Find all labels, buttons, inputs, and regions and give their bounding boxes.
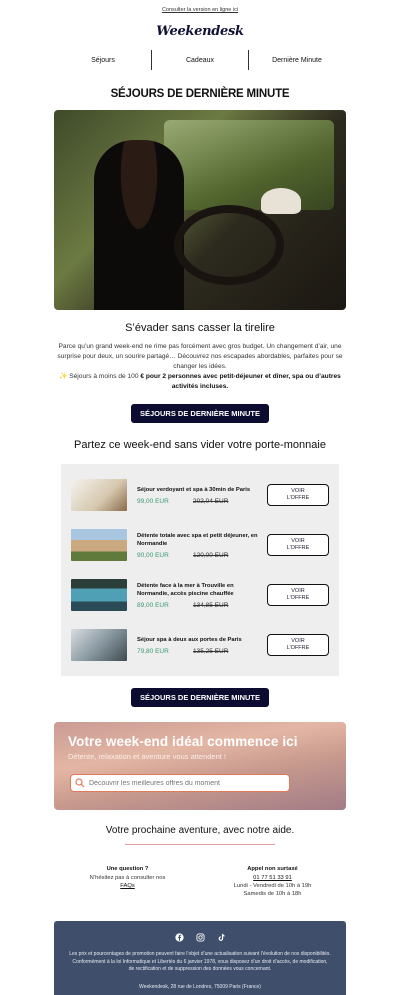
deal-price: 99,00 EUR xyxy=(137,497,169,505)
faq-text: N’hésitez pas à consulter nos xyxy=(89,875,166,881)
section-subtitle: S’évader sans casser la tirelire xyxy=(125,322,275,334)
view-offer-label: VOIR L’OFFRE xyxy=(286,488,310,501)
faq-link[interactable]: FAQs xyxy=(120,883,135,889)
hours-weekdays: Lundi - Vendredi de 10h à 19h xyxy=(233,883,312,889)
deal-old-price: 202,04 EUR xyxy=(193,497,229,505)
faq-column xyxy=(55,865,200,898)
view-offer-label: VOIR L’OFFRE xyxy=(286,588,310,601)
online-version-link[interactable]: Consulter la version en ligne ici xyxy=(161,7,239,13)
facebook-icon[interactable] xyxy=(175,933,184,942)
deal-row xyxy=(71,620,329,670)
adventure-tagline: Votre prochaine aventure, avec notre aide. xyxy=(105,825,295,836)
hero-person xyxy=(94,140,184,310)
legal-text: Les prix et pourcentages de promotion peuvent faire l’objet d’une actualisation suivant l’évolution de nos disponibilités. Conformément à la loi Informatique et Libertés du 6 janvier 1978, vous disposez d’un droit d’accès, de modification, de rectification et de suppression des données vous concernant. xyxy=(69,951,331,972)
deal-old-price: 134,85 EUR xyxy=(193,601,229,609)
phone-link[interactable]: 01 77 51 33 91 xyxy=(253,875,292,881)
search-icon xyxy=(75,778,85,788)
deal-prices xyxy=(137,602,267,609)
banner-title: Votre week-end idéal commence ici xyxy=(68,734,298,749)
deal-prices xyxy=(137,552,267,559)
view-offer-button[interactable] xyxy=(267,584,329,606)
top-nav xyxy=(55,48,345,72)
view-offer-label: VOIR L’OFFRE xyxy=(286,638,310,651)
intro-paragraph xyxy=(55,342,345,392)
social-links xyxy=(54,933,346,942)
contact-section xyxy=(55,865,345,898)
deal-prices xyxy=(137,498,267,505)
deal-name[interactable]: Séjour verdoyant et spa à 30min de Paris xyxy=(137,486,251,493)
company-address: Weekendesk, 28 rue de Londres, 75009 Paris (France) xyxy=(139,983,261,990)
deal-thumbnail[interactable] xyxy=(71,529,127,561)
hero-steering-wheel xyxy=(174,205,284,285)
view-offer-button[interactable] xyxy=(267,484,329,506)
deal-prices xyxy=(137,648,267,655)
deal-row xyxy=(71,570,329,620)
hero-image[interactable] xyxy=(54,110,346,310)
intro-text: Parce qu’un grand week-end ne rime pas forcément avec gros budget. Un changement d’air, une surprise pour deux, un sourire partagé… Découvrez nos escapades abordables, parfaites pour se changer les idées. xyxy=(57,343,343,370)
last-minute-cta-button-2[interactable]: SÉJOURS DE DERNIÈRE MINUTE xyxy=(131,688,269,707)
instagram-icon[interactable] xyxy=(196,933,205,942)
hero-window xyxy=(164,120,334,210)
highlight-prefix: ✨ Séjours à moins de 100 xyxy=(59,373,141,380)
highlight-bold: € pour 2 personnes avec petit-déjeuner et dîner, spa ou d’autres activités incluses. xyxy=(140,373,341,390)
deal-info xyxy=(127,486,267,505)
search-banner xyxy=(54,722,346,810)
nav-item-sejours[interactable]: Séjours xyxy=(91,56,115,64)
faq-heading: Une question ? xyxy=(106,866,149,872)
deal-name[interactable]: Détente face à la mer à Trouville en Normandie, accès piscine chauffée xyxy=(137,582,234,597)
banner-subtitle: Détente, relaxation et aventure vous attendent ! xyxy=(68,752,227,761)
deal-thumbnail[interactable] xyxy=(71,479,127,511)
phone-heading: Appel non surtaxé xyxy=(247,866,298,872)
deal-info xyxy=(127,636,267,655)
deal-price: 89,00 EUR xyxy=(137,601,169,609)
deal-thumbnail[interactable] xyxy=(71,579,127,611)
deal-row xyxy=(71,470,329,520)
deal-name[interactable]: Détente totale avec spa et petit déjeuner, en Normandie xyxy=(137,532,258,547)
deal-price: 90,00 EUR xyxy=(137,551,169,559)
deals-title: Partez ce week-end sans vider votre porte-monnaie xyxy=(74,439,326,451)
search-input[interactable] xyxy=(89,780,279,787)
last-minute-cta-button[interactable]: SÉJOURS DE DERNIÈRE MINUTE xyxy=(131,404,269,423)
deal-old-price: 135,25 EUR xyxy=(193,647,229,655)
hours-saturday: Samedis de 10h à 18h xyxy=(243,891,302,897)
search-box[interactable] xyxy=(70,774,290,792)
view-offer-button[interactable] xyxy=(267,534,329,556)
nav-item-cadeaux[interactable]: Cadeaux xyxy=(185,56,215,64)
deal-name[interactable]: Séjour spa à deux aux portes de Paris xyxy=(137,636,242,643)
deal-info xyxy=(127,582,267,609)
nav-item-derniere-minute[interactable]: Dernière Minute xyxy=(272,56,322,64)
hero-hat xyxy=(261,188,301,214)
deal-price: 79,80 EUR xyxy=(137,647,169,655)
deal-row xyxy=(71,520,329,570)
footer xyxy=(54,921,346,995)
deal-info xyxy=(127,532,267,559)
view-offer-label: VOIR L’OFFRE xyxy=(286,538,310,551)
online-version-bar xyxy=(0,0,400,20)
deal-thumbnail[interactable] xyxy=(71,629,127,661)
deal-old-price: 120,00 EUR xyxy=(193,551,229,559)
divider xyxy=(125,844,275,845)
section-title: SÉJOURS DE DERNIÈRE MINUTE xyxy=(110,88,290,100)
tiktok-icon[interactable] xyxy=(217,933,226,942)
logo[interactable]: Weekendesk xyxy=(156,24,244,39)
deals-list xyxy=(61,464,339,676)
phone-column xyxy=(200,865,345,898)
view-offer-button[interactable] xyxy=(267,634,329,656)
